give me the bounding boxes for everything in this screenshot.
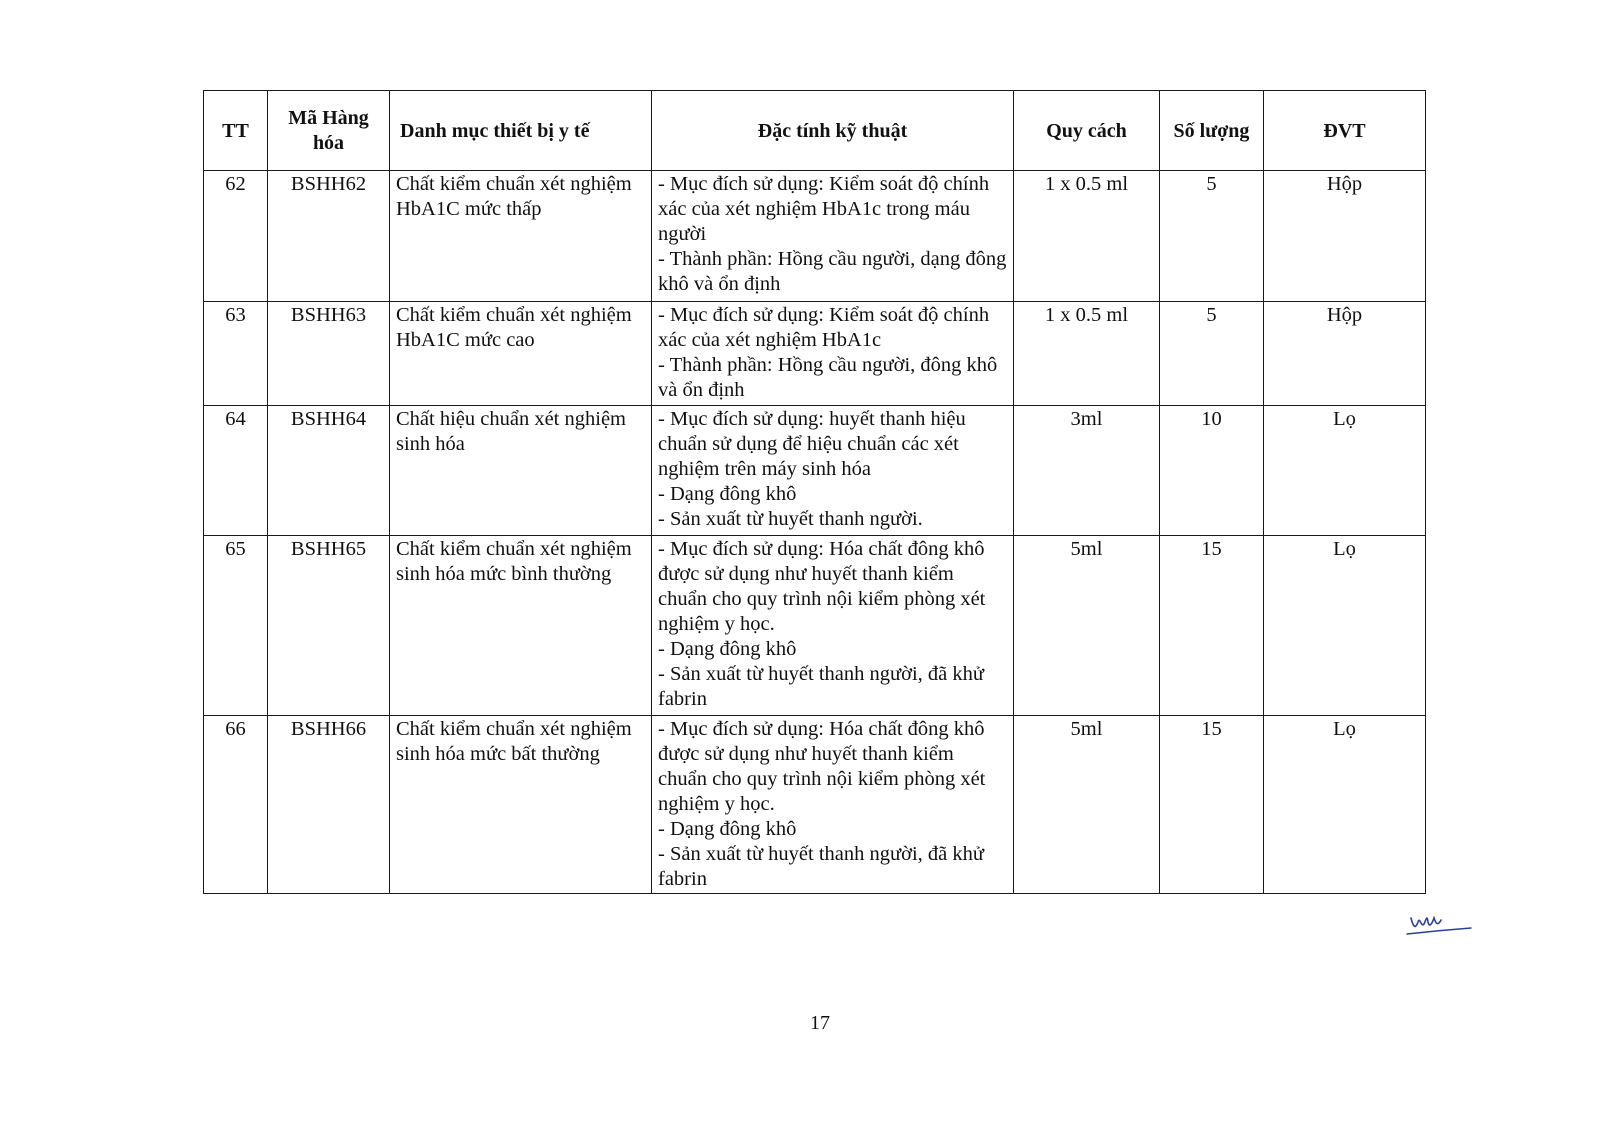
cell-name: Chất kiểm chuẩn xét nghiệm HbA1C mức cao — [390, 302, 652, 406]
header-spec: Đặc tính kỹ thuật — [652, 91, 1014, 171]
cell-packing: 5ml — [1014, 536, 1160, 716]
cell-unit: Lọ — [1264, 406, 1426, 536]
cell-quantity: 15 — [1160, 716, 1264, 894]
spec-line: - Thành phần: Hồng cầu người, đông khô và ổn định — [658, 354, 998, 401]
table-row — [204, 536, 1426, 716]
signature-initials — [1405, 908, 1475, 949]
header-code: Mã Hàng hóa — [268, 91, 390, 171]
cell-quantity: 10 — [1160, 406, 1264, 536]
cell-spec — [652, 171, 1014, 302]
header-category: Danh mục thiết bị y tế — [390, 91, 652, 171]
spec-line: - Mục đích sử dụng: Kiểm soát độ chính xác của xét nghiệm HbA1c — [658, 304, 990, 351]
cell-name: Chất hiệu chuẩn xét nghiệm sinh hóa — [390, 406, 652, 536]
page-number: 17 — [810, 1012, 830, 1034]
table-row — [204, 716, 1426, 894]
cell-name: Chất kiểm chuẩn xét nghiệm sinh hóa mức bất thường — [390, 716, 652, 894]
cell-name: Chất kiểm chuẩn xét nghiệm HbA1C mức thấp — [390, 171, 652, 302]
cell-packing: 1 x 0.5 ml — [1014, 171, 1160, 302]
cell-tt: 66 — [204, 716, 268, 894]
spec-line: - Dạng đông khô — [658, 638, 797, 660]
cell-code: BSHH64 — [268, 406, 390, 536]
cell-packing: 5ml — [1014, 716, 1160, 894]
cell-quantity: 5 — [1160, 302, 1264, 406]
cell-code: BSHH63 — [268, 302, 390, 406]
cell-packing: 3ml — [1014, 406, 1160, 536]
header-packing: Quy cách — [1014, 91, 1160, 171]
cell-tt: 62 — [204, 171, 268, 302]
cell-code: BSHH62 — [268, 171, 390, 302]
cell-tt: 65 — [204, 536, 268, 716]
spec-line: - Sản xuất từ huyết thanh người, đã khử fabrin — [658, 663, 984, 710]
signature-mark-icon — [1405, 908, 1475, 944]
cell-unit: Hộp — [1264, 302, 1426, 406]
equipment-spec-table — [203, 90, 1426, 894]
cell-tt: 63 — [204, 302, 268, 406]
header-unit: ĐVT — [1264, 91, 1426, 171]
cell-unit: Lọ — [1264, 536, 1426, 716]
spec-line: - Sản xuất từ huyết thanh người. — [658, 508, 923, 530]
spec-line: - Mục đích sử dụng: Hóa chất đông khô được sử dụng như huyết thanh kiểm chuẩn cho quy trình nội kiểm phòng xét nghiệm y học. — [658, 538, 986, 635]
cell-spec — [652, 536, 1014, 716]
header-tt: TT — [204, 91, 268, 171]
table-header-row — [204, 91, 1426, 171]
table-row — [204, 302, 1426, 406]
spec-line: - Thành phần: Hồng cầu người, dạng đông khô và ổn định — [658, 248, 1007, 295]
cell-spec — [652, 406, 1014, 536]
spec-line: - Mục đích sử dụng: Hóa chất đông khô được sử dụng như huyết thanh kiểm chuẩn cho quy trình nội kiểm phòng xét nghiệm y học. — [658, 718, 986, 815]
cell-unit: Lọ — [1264, 716, 1426, 894]
spec-line: - Sản xuất từ huyết thanh người, đã khử fabrin — [658, 843, 984, 890]
table-row — [204, 171, 1426, 302]
cell-packing: 1 x 0.5 ml — [1014, 302, 1160, 406]
cell-name: Chất kiểm chuẩn xét nghiệm sinh hóa mức bình thường — [390, 536, 652, 716]
cell-quantity: 15 — [1160, 536, 1264, 716]
cell-unit: Hộp — [1264, 171, 1426, 302]
spec-line: - Dạng đông khô — [658, 818, 797, 840]
header-quantity: Số lượng — [1160, 91, 1264, 171]
spec-line: - Mục đích sử dụng: Kiểm soát độ chính xác của xét nghiệm HbA1c trong máu người — [658, 173, 990, 245]
cell-spec — [652, 716, 1014, 894]
cell-spec — [652, 302, 1014, 406]
cell-code: BSHH66 — [268, 716, 390, 894]
spec-line: - Mục đích sử dụng: huyết thanh hiệu chuẩn sử dụng để hiệu chuẩn các xét nghiệm trên máy sinh hóa — [658, 408, 966, 480]
cell-tt: 64 — [204, 406, 268, 536]
cell-quantity: 5 — [1160, 171, 1264, 302]
spec-line: - Dạng đông khô — [658, 483, 797, 505]
table-row — [204, 406, 1426, 536]
cell-code: BSHH65 — [268, 536, 390, 716]
